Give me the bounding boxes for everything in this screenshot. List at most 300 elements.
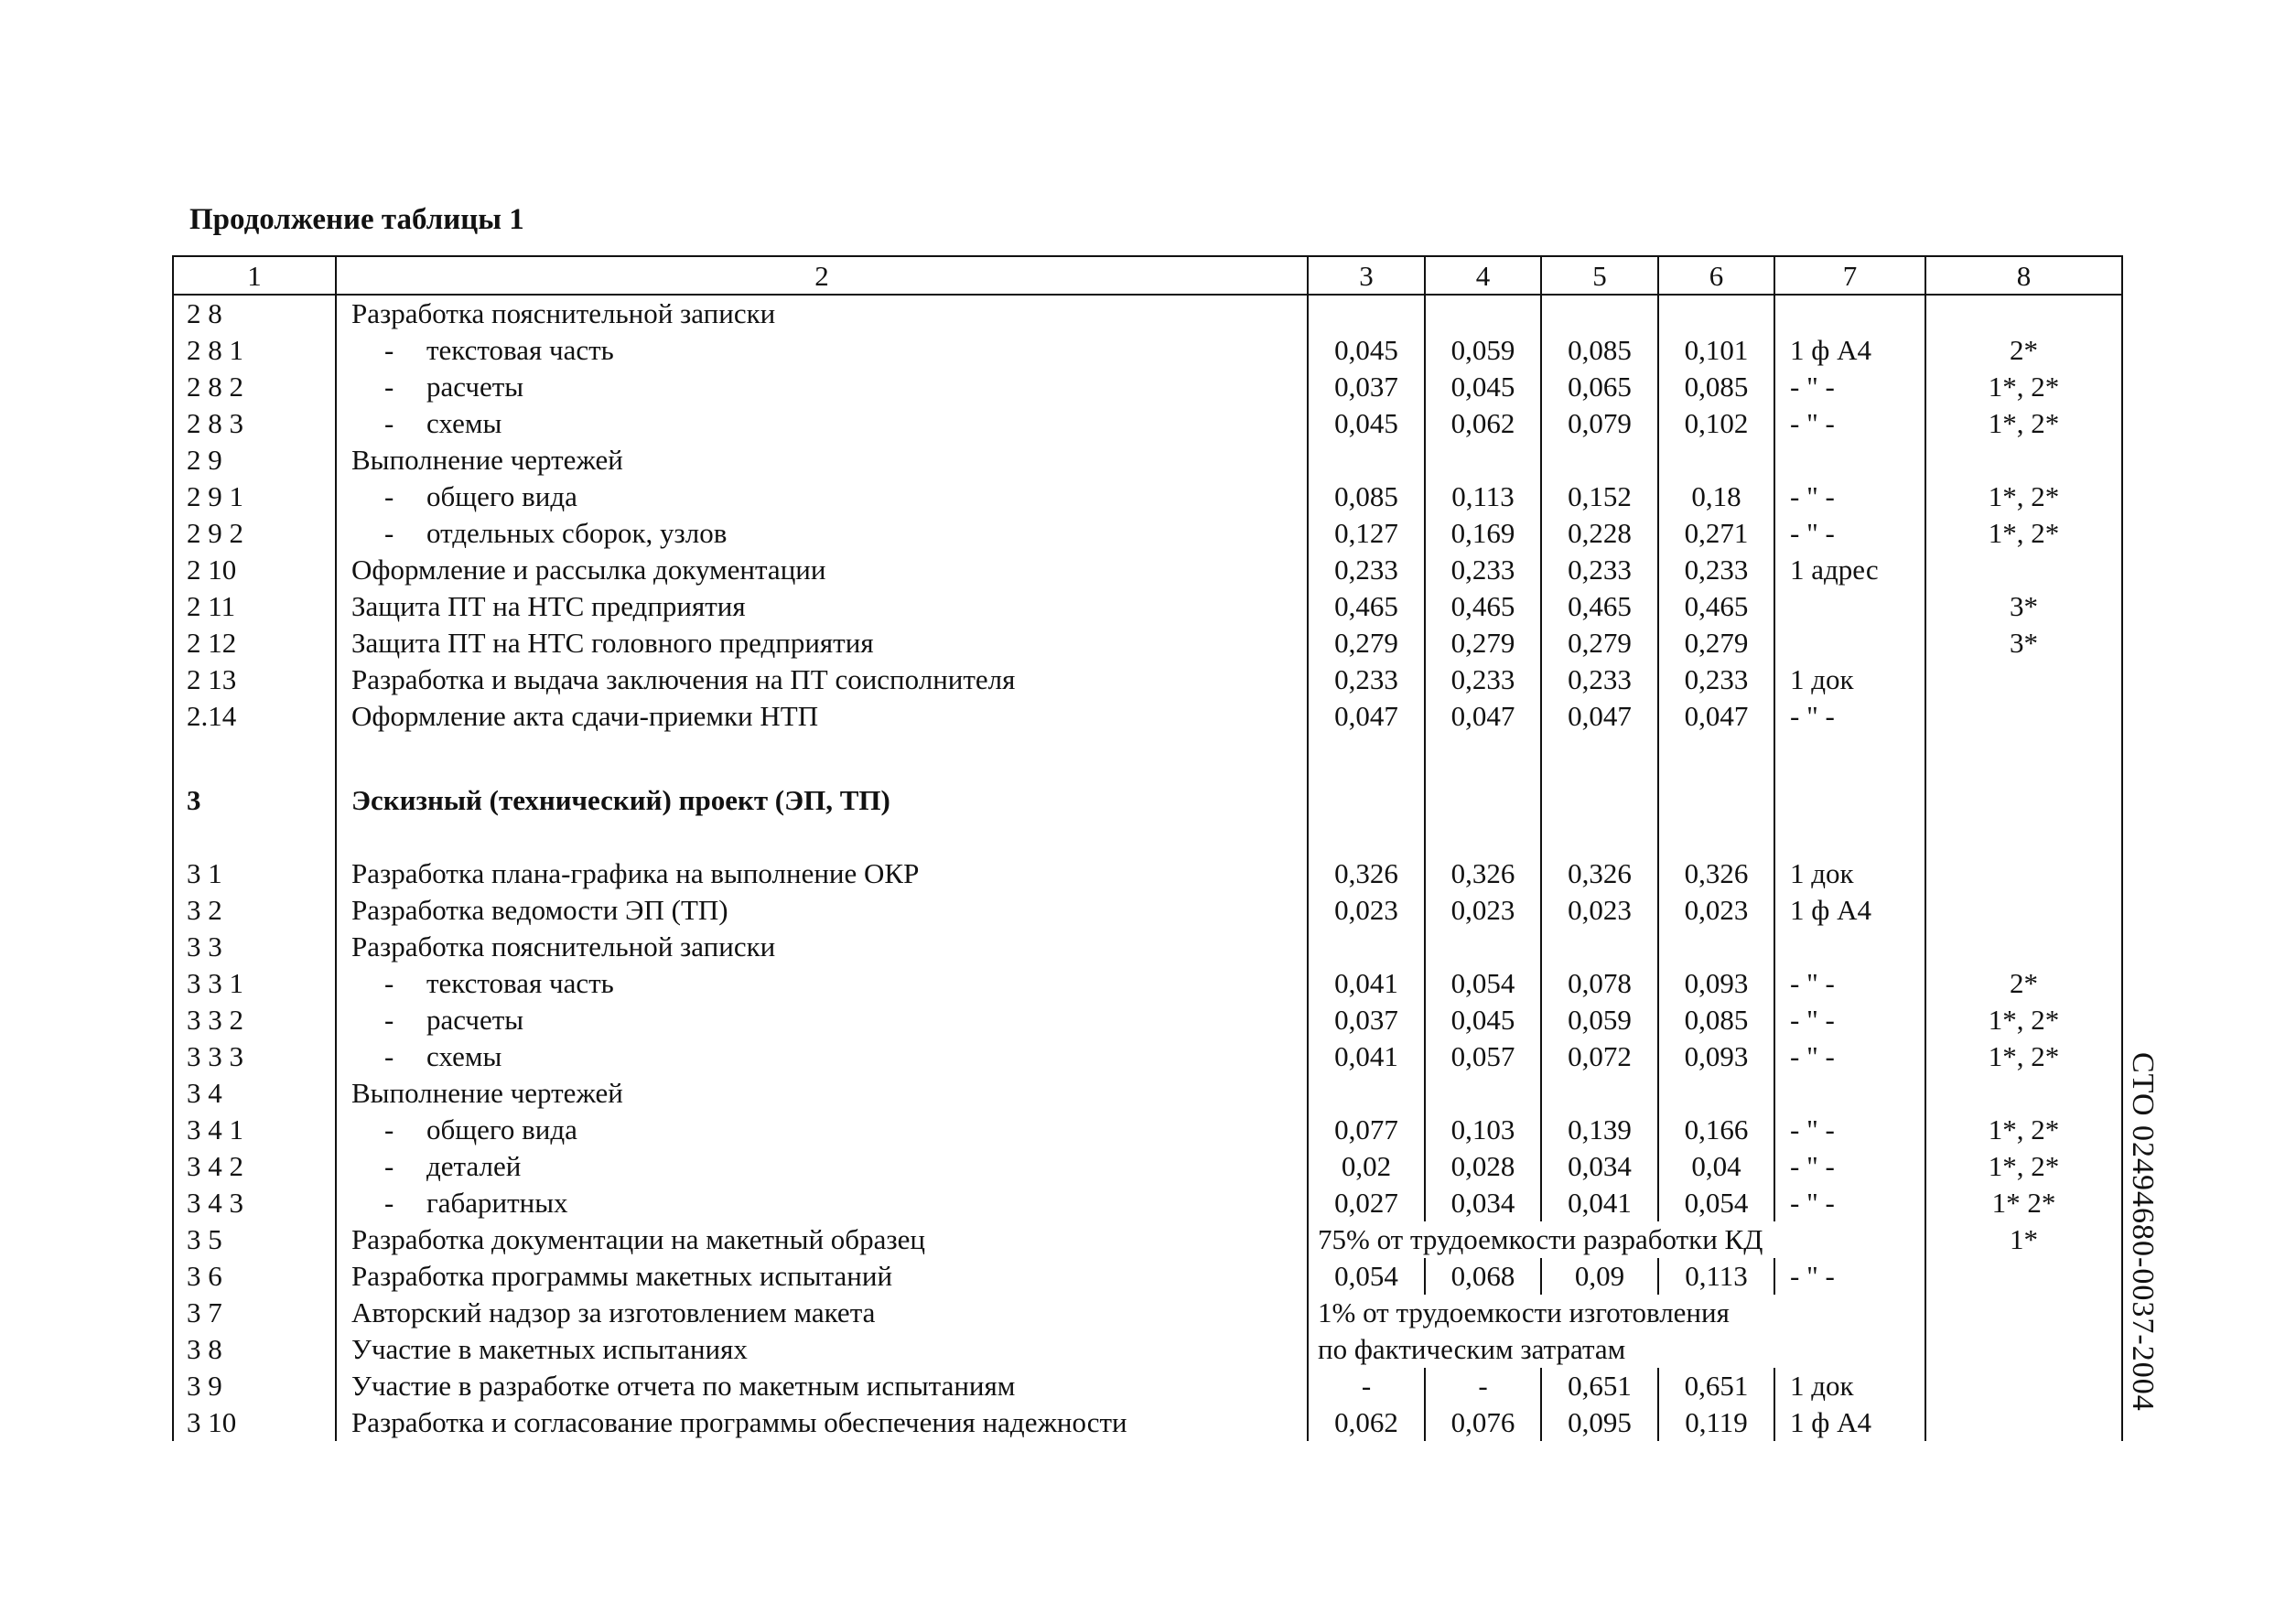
row-title-text: Разработка документации на макетный образец — [351, 1223, 925, 1255]
value-col-3: 0,045 — [1308, 332, 1425, 369]
value-col-4: 0,068 — [1425, 1258, 1541, 1295]
unit-cell: 1 ф А4 — [1774, 892, 1925, 929]
row-title-text: общего вида — [426, 480, 577, 512]
unit-cell: 1 док — [1774, 1368, 1925, 1404]
table-row — [173, 698, 2122, 735]
header-col-1: 1 — [173, 256, 336, 295]
row-title — [336, 771, 1308, 819]
row-number: 2 9 2 — [173, 515, 336, 552]
value-col-3: 0,233 — [1308, 552, 1425, 588]
value-col-5 — [1541, 771, 1658, 819]
row-title-text: Выполнение чертежей — [351, 1077, 623, 1109]
value-col-4: - — [1425, 1368, 1541, 1404]
row-title — [336, 965, 1308, 1002]
row-number: 3 1 — [173, 855, 336, 892]
table-row — [173, 515, 2122, 552]
value-col-3: - — [1308, 1368, 1425, 1404]
unit-cell: - " - — [1774, 369, 1925, 405]
note-cell — [1925, 1075, 2122, 1112]
row-number: 3 3 2 — [173, 1002, 336, 1038]
table-row — [173, 965, 2122, 1002]
value-col-4 — [1425, 295, 1541, 332]
value-col-6: 0,651 — [1658, 1368, 1774, 1404]
note-cell — [1925, 1331, 2122, 1368]
value-col-6 — [1658, 1075, 1774, 1112]
value-col-6: 0,233 — [1658, 552, 1774, 588]
value-col-6: 0,119 — [1658, 1404, 1774, 1441]
note-cell — [1925, 892, 2122, 929]
row-title-text: отдельных сборок, узлов — [426, 517, 728, 549]
value-col-3: 0,077 — [1308, 1112, 1425, 1148]
row-title — [336, 1221, 1308, 1258]
table-row — [173, 369, 2122, 405]
table-row — [173, 588, 2122, 625]
dash-bullet: - — [384, 334, 394, 366]
value-col-3: 0,062 — [1308, 1404, 1425, 1441]
row-title-text: схемы — [426, 1040, 502, 1072]
spacer-cell — [1425, 735, 1541, 771]
note-cell — [1925, 771, 2122, 819]
value-col-6: 0,047 — [1658, 698, 1774, 735]
header-col-3: 3 — [1308, 256, 1425, 295]
row-title — [336, 552, 1308, 588]
value-col-5: 0,279 — [1541, 625, 1658, 661]
row-title — [336, 332, 1308, 369]
spacer-cell — [1658, 735, 1774, 771]
value-col-6: 0,166 — [1658, 1112, 1774, 1148]
row-number: 2 8 1 — [173, 332, 336, 369]
value-col-5 — [1541, 1075, 1658, 1112]
value-col-3 — [1308, 442, 1425, 479]
value-col-6: 0,085 — [1658, 1002, 1774, 1038]
note-cell — [1925, 929, 2122, 965]
table-header-row — [173, 256, 2122, 295]
unit-cell — [1774, 1075, 1925, 1112]
note-cell: 2* — [1925, 965, 2122, 1002]
table-row — [173, 295, 2122, 332]
note-cell — [1925, 698, 2122, 735]
value-col-6: 0,279 — [1658, 625, 1774, 661]
table-row — [173, 771, 2122, 819]
value-col-6: 0,326 — [1658, 855, 1774, 892]
row-title — [336, 929, 1308, 965]
row-title — [336, 1002, 1308, 1038]
value-col-6 — [1658, 929, 1774, 965]
row-title — [336, 1368, 1308, 1404]
header-col-7: 7 — [1774, 256, 1925, 295]
row-title — [336, 1185, 1308, 1221]
value-col-4: 0,062 — [1425, 405, 1541, 442]
value-col-5: 0,065 — [1541, 369, 1658, 405]
value-col-5: 0,095 — [1541, 1404, 1658, 1441]
value-col-3: 0,041 — [1308, 1038, 1425, 1075]
value-col-5: 0,465 — [1541, 588, 1658, 625]
value-col-5: 0,059 — [1541, 1002, 1658, 1038]
unit-cell: 1 ф А4 — [1774, 332, 1925, 369]
row-title-text: Разработка и выдача заключения на ПТ соисполнителя — [351, 663, 1016, 695]
value-col-5: 0,233 — [1541, 552, 1658, 588]
value-col-6 — [1658, 295, 1774, 332]
unit-cell: - " - — [1774, 1112, 1925, 1148]
value-col-3: 0,027 — [1308, 1185, 1425, 1221]
value-col-3: 0,041 — [1308, 965, 1425, 1002]
row-title — [336, 625, 1308, 661]
row-title-text: Разработка плана-графика на выполнение ОКР — [351, 857, 920, 889]
note-cell: 3* — [1925, 625, 2122, 661]
value-col-4: 0,045 — [1425, 1002, 1541, 1038]
value-col-6 — [1658, 771, 1774, 819]
value-col-3: 0,045 — [1308, 405, 1425, 442]
unit-cell: 1 док — [1774, 855, 1925, 892]
note-cell: 1* 2* — [1925, 1185, 2122, 1221]
unit-cell: - " - — [1774, 965, 1925, 1002]
table-row — [173, 1112, 2122, 1148]
table-container — [172, 255, 2121, 1441]
dash-bullet: - — [384, 480, 394, 512]
note-cell — [1925, 855, 2122, 892]
row-title-text: Выполнение чертежей — [351, 444, 623, 476]
row-title — [336, 515, 1308, 552]
value-col-3: 0,127 — [1308, 515, 1425, 552]
note-cell — [1925, 1258, 2122, 1295]
row-title-text: текстовая часть — [426, 967, 614, 999]
row-number: 3 3 3 — [173, 1038, 336, 1075]
value-col-6: 0,093 — [1658, 1038, 1774, 1075]
note-cell: 1*, 2* — [1925, 1002, 2122, 1038]
row-title — [336, 1075, 1308, 1112]
value-col-5 — [1541, 295, 1658, 332]
note-cell — [1925, 552, 2122, 588]
value-col-3: 0,054 — [1308, 1258, 1425, 1295]
header-col-5: 5 — [1541, 256, 1658, 295]
row-title-text: схемы — [426, 407, 502, 439]
unit-cell: - " - — [1774, 1148, 1925, 1185]
row-title-text: Разработка программы макетных испытаний — [351, 1260, 893, 1292]
table-row — [173, 442, 2122, 479]
unit-cell: - " - — [1774, 1038, 1925, 1075]
unit-cell: - " - — [1774, 1258, 1925, 1295]
table-row — [173, 1404, 2122, 1441]
unit-cell — [1774, 588, 1925, 625]
value-col-5: 0,079 — [1541, 405, 1658, 442]
note-cell: 1*, 2* — [1925, 479, 2122, 515]
row-title-text: расчеты — [426, 371, 524, 403]
unit-cell: - " - — [1774, 698, 1925, 735]
value-col-6: 0,113 — [1658, 1258, 1774, 1295]
value-col-5: 0,233 — [1541, 661, 1658, 698]
table-row — [173, 1295, 2122, 1331]
value-col-5: 0,09 — [1541, 1258, 1658, 1295]
header-col-6: 6 — [1658, 256, 1774, 295]
value-col-3 — [1308, 771, 1425, 819]
table-row — [173, 1368, 2122, 1404]
table-row — [173, 1075, 2122, 1112]
row-title-text: Оформление и рассылка документации — [351, 554, 826, 586]
row-title-text: общего вида — [426, 1113, 577, 1145]
row-title-text: расчеты — [426, 1004, 524, 1036]
value-col-5: 0,072 — [1541, 1038, 1658, 1075]
dash-bullet: - — [384, 407, 394, 439]
row-title — [336, 1148, 1308, 1185]
row-number: 3 10 — [173, 1404, 336, 1441]
spacer-cell — [1925, 735, 2122, 771]
merged-value-cell: по фактическим затратам — [1308, 1331, 1925, 1368]
spacer-cell — [1541, 819, 1658, 855]
value-col-4: 0,465 — [1425, 588, 1541, 625]
spacer-cell — [1308, 819, 1425, 855]
row-title — [336, 588, 1308, 625]
table-row — [173, 1331, 2122, 1368]
row-title — [336, 1038, 1308, 1075]
table-row — [173, 892, 2122, 929]
spacer-cell — [336, 735, 1308, 771]
value-col-4 — [1425, 442, 1541, 479]
value-col-3: 0,037 — [1308, 1002, 1425, 1038]
table-row — [173, 1038, 2122, 1075]
table-row — [173, 1002, 2122, 1038]
spacer-cell — [1541, 735, 1658, 771]
note-cell — [1925, 661, 2122, 698]
value-col-4: 0,054 — [1425, 965, 1541, 1002]
table-row — [173, 855, 2122, 892]
row-number: 3 4 2 — [173, 1148, 336, 1185]
row-number: 3 7 — [173, 1295, 336, 1331]
value-col-3: 0,02 — [1308, 1148, 1425, 1185]
unit-cell: 1 док — [1774, 661, 1925, 698]
row-title-text: Разработка пояснительной записки — [351, 297, 776, 329]
unit-cell — [1774, 442, 1925, 479]
table-row — [173, 1185, 2122, 1221]
row-number: 3 4 — [173, 1075, 336, 1112]
value-col-5: 0,651 — [1541, 1368, 1658, 1404]
spacer-cell — [1925, 819, 2122, 855]
unit-cell: 1 ф А4 — [1774, 1404, 1925, 1441]
row-number: 3 6 — [173, 1258, 336, 1295]
value-col-3: 0,037 — [1308, 369, 1425, 405]
table-row — [173, 661, 2122, 698]
unit-cell: - " - — [1774, 1002, 1925, 1038]
table-row — [173, 405, 2122, 442]
row-number: 3 8 — [173, 1331, 336, 1368]
value-col-5: 0,034 — [1541, 1148, 1658, 1185]
row-title-text: Разработка ведомости ЭП (ТП) — [351, 894, 728, 926]
value-col-3: 0,279 — [1308, 625, 1425, 661]
value-col-6: 0,023 — [1658, 892, 1774, 929]
dash-bullet: - — [384, 1040, 394, 1072]
value-col-4: 0,169 — [1425, 515, 1541, 552]
row-number: 3 2 — [173, 892, 336, 929]
row-title-text: Авторский надзор за изготовлением макета — [351, 1296, 876, 1328]
row-number: 2 13 — [173, 661, 336, 698]
value-col-4 — [1425, 1075, 1541, 1112]
note-cell: 1*, 2* — [1925, 515, 2122, 552]
value-col-4: 0,233 — [1425, 552, 1541, 588]
row-number: 3 3 — [173, 929, 336, 965]
spacer-cell — [1658, 819, 1774, 855]
note-cell: 1*, 2* — [1925, 1112, 2122, 1148]
row-title — [336, 698, 1308, 735]
row-number: 3 3 1 — [173, 965, 336, 1002]
value-col-4: 0,034 — [1425, 1185, 1541, 1221]
header-col-8: 8 — [1925, 256, 2122, 295]
unit-cell: - " - — [1774, 515, 1925, 552]
row-title — [336, 405, 1308, 442]
row-number: 2 9 — [173, 442, 336, 479]
row-title — [336, 1258, 1308, 1295]
value-col-6: 0,085 — [1658, 369, 1774, 405]
row-number: 3 4 1 — [173, 1112, 336, 1148]
value-col-4: 0,279 — [1425, 625, 1541, 661]
value-col-3 — [1308, 295, 1425, 332]
note-cell — [1925, 1368, 2122, 1404]
spacer-cell — [173, 819, 336, 855]
value-col-4: 0,045 — [1425, 369, 1541, 405]
header-col-4: 4 — [1425, 256, 1541, 295]
row-number: 2.14 — [173, 698, 336, 735]
dash-bullet: - — [384, 371, 394, 403]
dash-bullet: - — [384, 1004, 394, 1036]
table-spacer-row — [173, 735, 2122, 771]
row-title-text: Защита ПТ на НТС предприятия — [351, 590, 746, 622]
value-col-5: 0,326 — [1541, 855, 1658, 892]
value-col-6: 0,102 — [1658, 405, 1774, 442]
merged-value-cell: 75% от трудоемкости разработки КД — [1308, 1221, 1925, 1258]
spacer-cell — [1774, 735, 1925, 771]
value-col-3: 0,047 — [1308, 698, 1425, 735]
row-title-text: Участие в разработке отчета по макетным испытаниям — [351, 1370, 1016, 1402]
row-title-text: Защита ПТ на НТС головного предприятия — [351, 627, 874, 659]
dash-bullet: - — [384, 1187, 394, 1219]
value-col-5: 0,078 — [1541, 965, 1658, 1002]
note-cell — [1925, 295, 2122, 332]
value-col-5: 0,228 — [1541, 515, 1658, 552]
value-col-4: 0,047 — [1425, 698, 1541, 735]
row-number: 2 8 3 — [173, 405, 336, 442]
unit-cell — [1774, 771, 1925, 819]
value-col-6: 0,101 — [1658, 332, 1774, 369]
table-spacer-row — [173, 819, 2122, 855]
value-col-5: 0,085 — [1541, 332, 1658, 369]
note-cell: 1* — [1925, 1221, 2122, 1258]
value-col-4: 0,028 — [1425, 1148, 1541, 1185]
header-col-2: 2 — [336, 256, 1308, 295]
table-row — [173, 332, 2122, 369]
row-number: 3 4 3 — [173, 1185, 336, 1221]
unit-cell — [1774, 929, 1925, 965]
note-cell: 1*, 2* — [1925, 1148, 2122, 1185]
spacer-cell — [1425, 819, 1541, 855]
note-cell: 1*, 2* — [1925, 405, 2122, 442]
value-col-3: 0,233 — [1308, 661, 1425, 698]
row-title — [336, 661, 1308, 698]
note-cell — [1925, 1404, 2122, 1441]
row-title — [336, 1295, 1308, 1331]
table-row — [173, 479, 2122, 515]
row-title-text: Участие в макетных испытаниях — [351, 1333, 748, 1365]
dash-bullet: - — [384, 1113, 394, 1145]
value-col-4: 0,326 — [1425, 855, 1541, 892]
table-row — [173, 552, 2122, 588]
note-cell: 1*, 2* — [1925, 1038, 2122, 1075]
row-number: 2 8 2 — [173, 369, 336, 405]
row-title — [336, 1404, 1308, 1441]
note-cell: 1*, 2* — [1925, 369, 2122, 405]
value-col-5 — [1541, 929, 1658, 965]
note-cell — [1925, 442, 2122, 479]
spacer-cell — [173, 735, 336, 771]
row-title — [336, 1331, 1308, 1368]
value-col-4: 0,023 — [1425, 892, 1541, 929]
row-title — [336, 442, 1308, 479]
value-col-4: 0,059 — [1425, 332, 1541, 369]
work-table — [172, 255, 2123, 1441]
value-col-3: 0,023 — [1308, 892, 1425, 929]
dash-bullet: - — [384, 967, 394, 999]
row-title — [336, 855, 1308, 892]
row-title-text: деталей — [426, 1150, 522, 1182]
row-title — [336, 369, 1308, 405]
row-number: 2 12 — [173, 625, 336, 661]
table-row — [173, 1221, 2122, 1258]
value-col-6: 0,04 — [1658, 1148, 1774, 1185]
value-col-4 — [1425, 929, 1541, 965]
value-col-3: 0,085 — [1308, 479, 1425, 515]
row-title-text: текстовая часть — [426, 334, 614, 366]
value-col-5: 0,047 — [1541, 698, 1658, 735]
note-cell: 2* — [1925, 332, 2122, 369]
row-number: 2 8 — [173, 295, 336, 332]
row-title-text: Разработка пояснительной записки — [351, 930, 776, 963]
value-col-4: 0,076 — [1425, 1404, 1541, 1441]
row-number: 2 10 — [173, 552, 336, 588]
value-col-6: 0,465 — [1658, 588, 1774, 625]
row-number: 2 11 — [173, 588, 336, 625]
value-col-6: 0,233 — [1658, 661, 1774, 698]
row-title — [336, 1112, 1308, 1148]
value-col-5: 0,023 — [1541, 892, 1658, 929]
unit-cell: 1 адрес — [1774, 552, 1925, 588]
value-col-3 — [1308, 1075, 1425, 1112]
row-title — [336, 892, 1308, 929]
document-code: СТО 02494680-0037-2004 — [2126, 1052, 2160, 1412]
value-col-6 — [1658, 442, 1774, 479]
unit-cell: - " - — [1774, 479, 1925, 515]
unit-cell: - " - — [1774, 1185, 1925, 1221]
spacer-cell — [1308, 735, 1425, 771]
table-row — [173, 929, 2122, 965]
value-col-4: 0,233 — [1425, 661, 1541, 698]
value-col-4: 0,057 — [1425, 1038, 1541, 1075]
row-title-text: Разработка и согласование программы обеспечения надежности — [351, 1406, 1127, 1438]
table-row — [173, 1258, 2122, 1295]
table-row — [173, 625, 2122, 661]
table-row — [173, 1148, 2122, 1185]
dash-bullet: - — [384, 517, 394, 549]
row-title-text: Оформление акта сдачи-приемки НТП — [351, 700, 819, 732]
row-number: 3 9 — [173, 1368, 336, 1404]
row-number: 3 5 — [173, 1221, 336, 1258]
row-title — [336, 295, 1308, 332]
unit-cell — [1774, 295, 1925, 332]
value-col-6: 0,18 — [1658, 479, 1774, 515]
note-cell — [1925, 1295, 2122, 1331]
value-col-4 — [1425, 771, 1541, 819]
value-col-6: 0,054 — [1658, 1185, 1774, 1221]
value-col-5: 0,041 — [1541, 1185, 1658, 1221]
value-col-5 — [1541, 442, 1658, 479]
row-title-text: габаритных — [426, 1187, 568, 1219]
note-cell: 3* — [1925, 588, 2122, 625]
